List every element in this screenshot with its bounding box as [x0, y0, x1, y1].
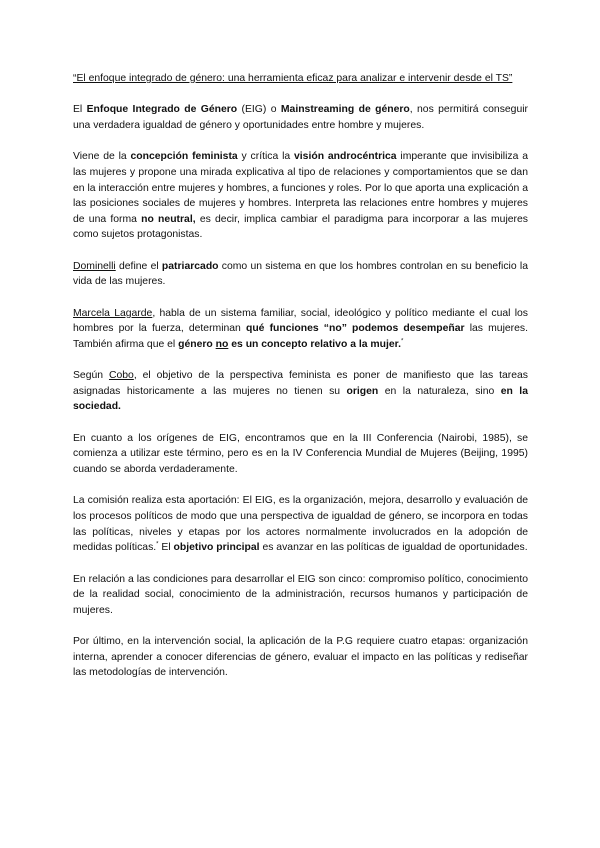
document-page	[73, 71, 528, 697]
paragraph-conditions: En relación a las condiciones para desarrollar el EIG son cinco: compromiso político, conocimiento de la realidad social, conocimiento de la administración, recursos humanos y participación de mujeres.	[73, 573, 528, 616]
text-run: es avanzar en las políticas de igualdad de oportunidades.	[259, 542, 528, 554]
bold-term-mainstreaming: Mainstreaming de género	[280, 104, 410, 116]
text-run: en la naturaleza, sino	[378, 385, 501, 397]
bold-term-patriarchy: patriarcado	[161, 260, 219, 272]
text-run: (EIG) o	[237, 104, 281, 116]
text-run: , el objetivo de la perspectiva feminista es poner de manifiesto que las tareas asignadas historicamente a las mujeres no tienen su	[73, 370, 529, 397]
paragraph-intervention: Por último, en la intervención social, la aplicación de la P.G requiere cuatro etapas: organización interna, aprender a conocer diferencias de género, evaluar el impacto en las políticas y rediseñar las metodologías de intervención.	[73, 636, 528, 679]
author-lagarde: Marcela Lagarde	[73, 307, 153, 319]
author-dominelli: Dominelli	[73, 260, 116, 272]
bold-term-society: en la sociedad.	[73, 385, 528, 413]
bold-term-eig: Enfoque Integrado de Género	[86, 104, 238, 116]
bold-term-gender: género	[178, 338, 216, 350]
paragraph-commission	[73, 493, 528, 555]
paragraph-lagarde	[73, 306, 528, 353]
text-run: Según	[73, 370, 109, 382]
footnote-mark: *	[156, 541, 159, 548]
bold-term-not-neutral: no neutral,	[141, 213, 196, 225]
bold-underlined-no: no	[215, 338, 229, 350]
paragraph-eig-definition	[73, 102, 528, 133]
paragraph-eig-origins: En cuanto a los orígenes de EIG, encontramos que en la III Conferencia (Nairobi, 1985), se comienza a utilizar este término, pero es en la IV Conferencia Mundial de Mujeres (Beijing, 1995) cuando se aborda verdaderamente.	[73, 432, 528, 476]
paragraph-cobo	[73, 368, 528, 415]
bold-term-main-objective: objetivo principal	[173, 542, 260, 554]
text-run: define el	[115, 260, 162, 272]
text-run: imperante que invisibiliza a las mujeres y propone una mirada explicativa al tipo de relaciones y comportamientos que se dan en la interacción entre mujeres y hombres, a funciones y roles. Por lo que aporta una explicación a las posiciones sociales de mujeres y hombres. Interpreta las relaciones entre hombres y mujeres de una forma	[73, 151, 528, 225]
bold-term-functions: qué funciones “no” podemos desempeñar	[245, 323, 465, 335]
text-run: y crítica la	[237, 151, 295, 163]
author-cobo: Cobo	[108, 370, 134, 382]
bold-term-relative-concept: es un concepto relativo a la mujer.	[228, 338, 402, 350]
bold-term-androcentric: visión androcéntrica	[294, 151, 397, 163]
paragraph-feminist-conception	[73, 149, 528, 243]
paragraph-dominelli	[73, 259, 528, 290]
text-run: Viene de la	[73, 151, 131, 163]
text-run: las mujeres. También afirma que el	[73, 323, 528, 350]
document-title: “El enfoque integrado de género: una herramienta eficaz para analizar e intervenir desde el TS”	[73, 73, 513, 84]
text-run: La comisión realiza esta aportación: El EIG, es la organización, mejora, desarrollo y evaluación de los procesos políticos de modo que una perspectiva de igualdad de género, se incorpora en todas las políticas, niveles y etapas por los actores normalmente involucrados en la adopción de medidas políticas.	[73, 495, 528, 554]
text-run: es decir, implica cambiar el paradigma para incorporar a las mujeres como sujetos protagonistas.	[73, 213, 528, 241]
text-run: , nos permitirá conseguir una verdadera igualdad de género y oportunidades entre hombre y mujeres.	[73, 104, 528, 131]
bold-term-origin: origen	[346, 385, 379, 397]
bold-term-feminist: concepción feminista	[130, 151, 238, 163]
text-run: , habla de un sistema familiar, social, ideológico y político mediante el cual los hombres por la fuerza, determinan	[73, 307, 528, 335]
text-run: El	[73, 104, 87, 116]
footnote-mark: *	[401, 338, 404, 345]
text-run: como un sistema en que los hombres controlan en su beneficio la vida de las mujeres.	[73, 260, 528, 288]
text-run: El	[158, 542, 174, 554]
